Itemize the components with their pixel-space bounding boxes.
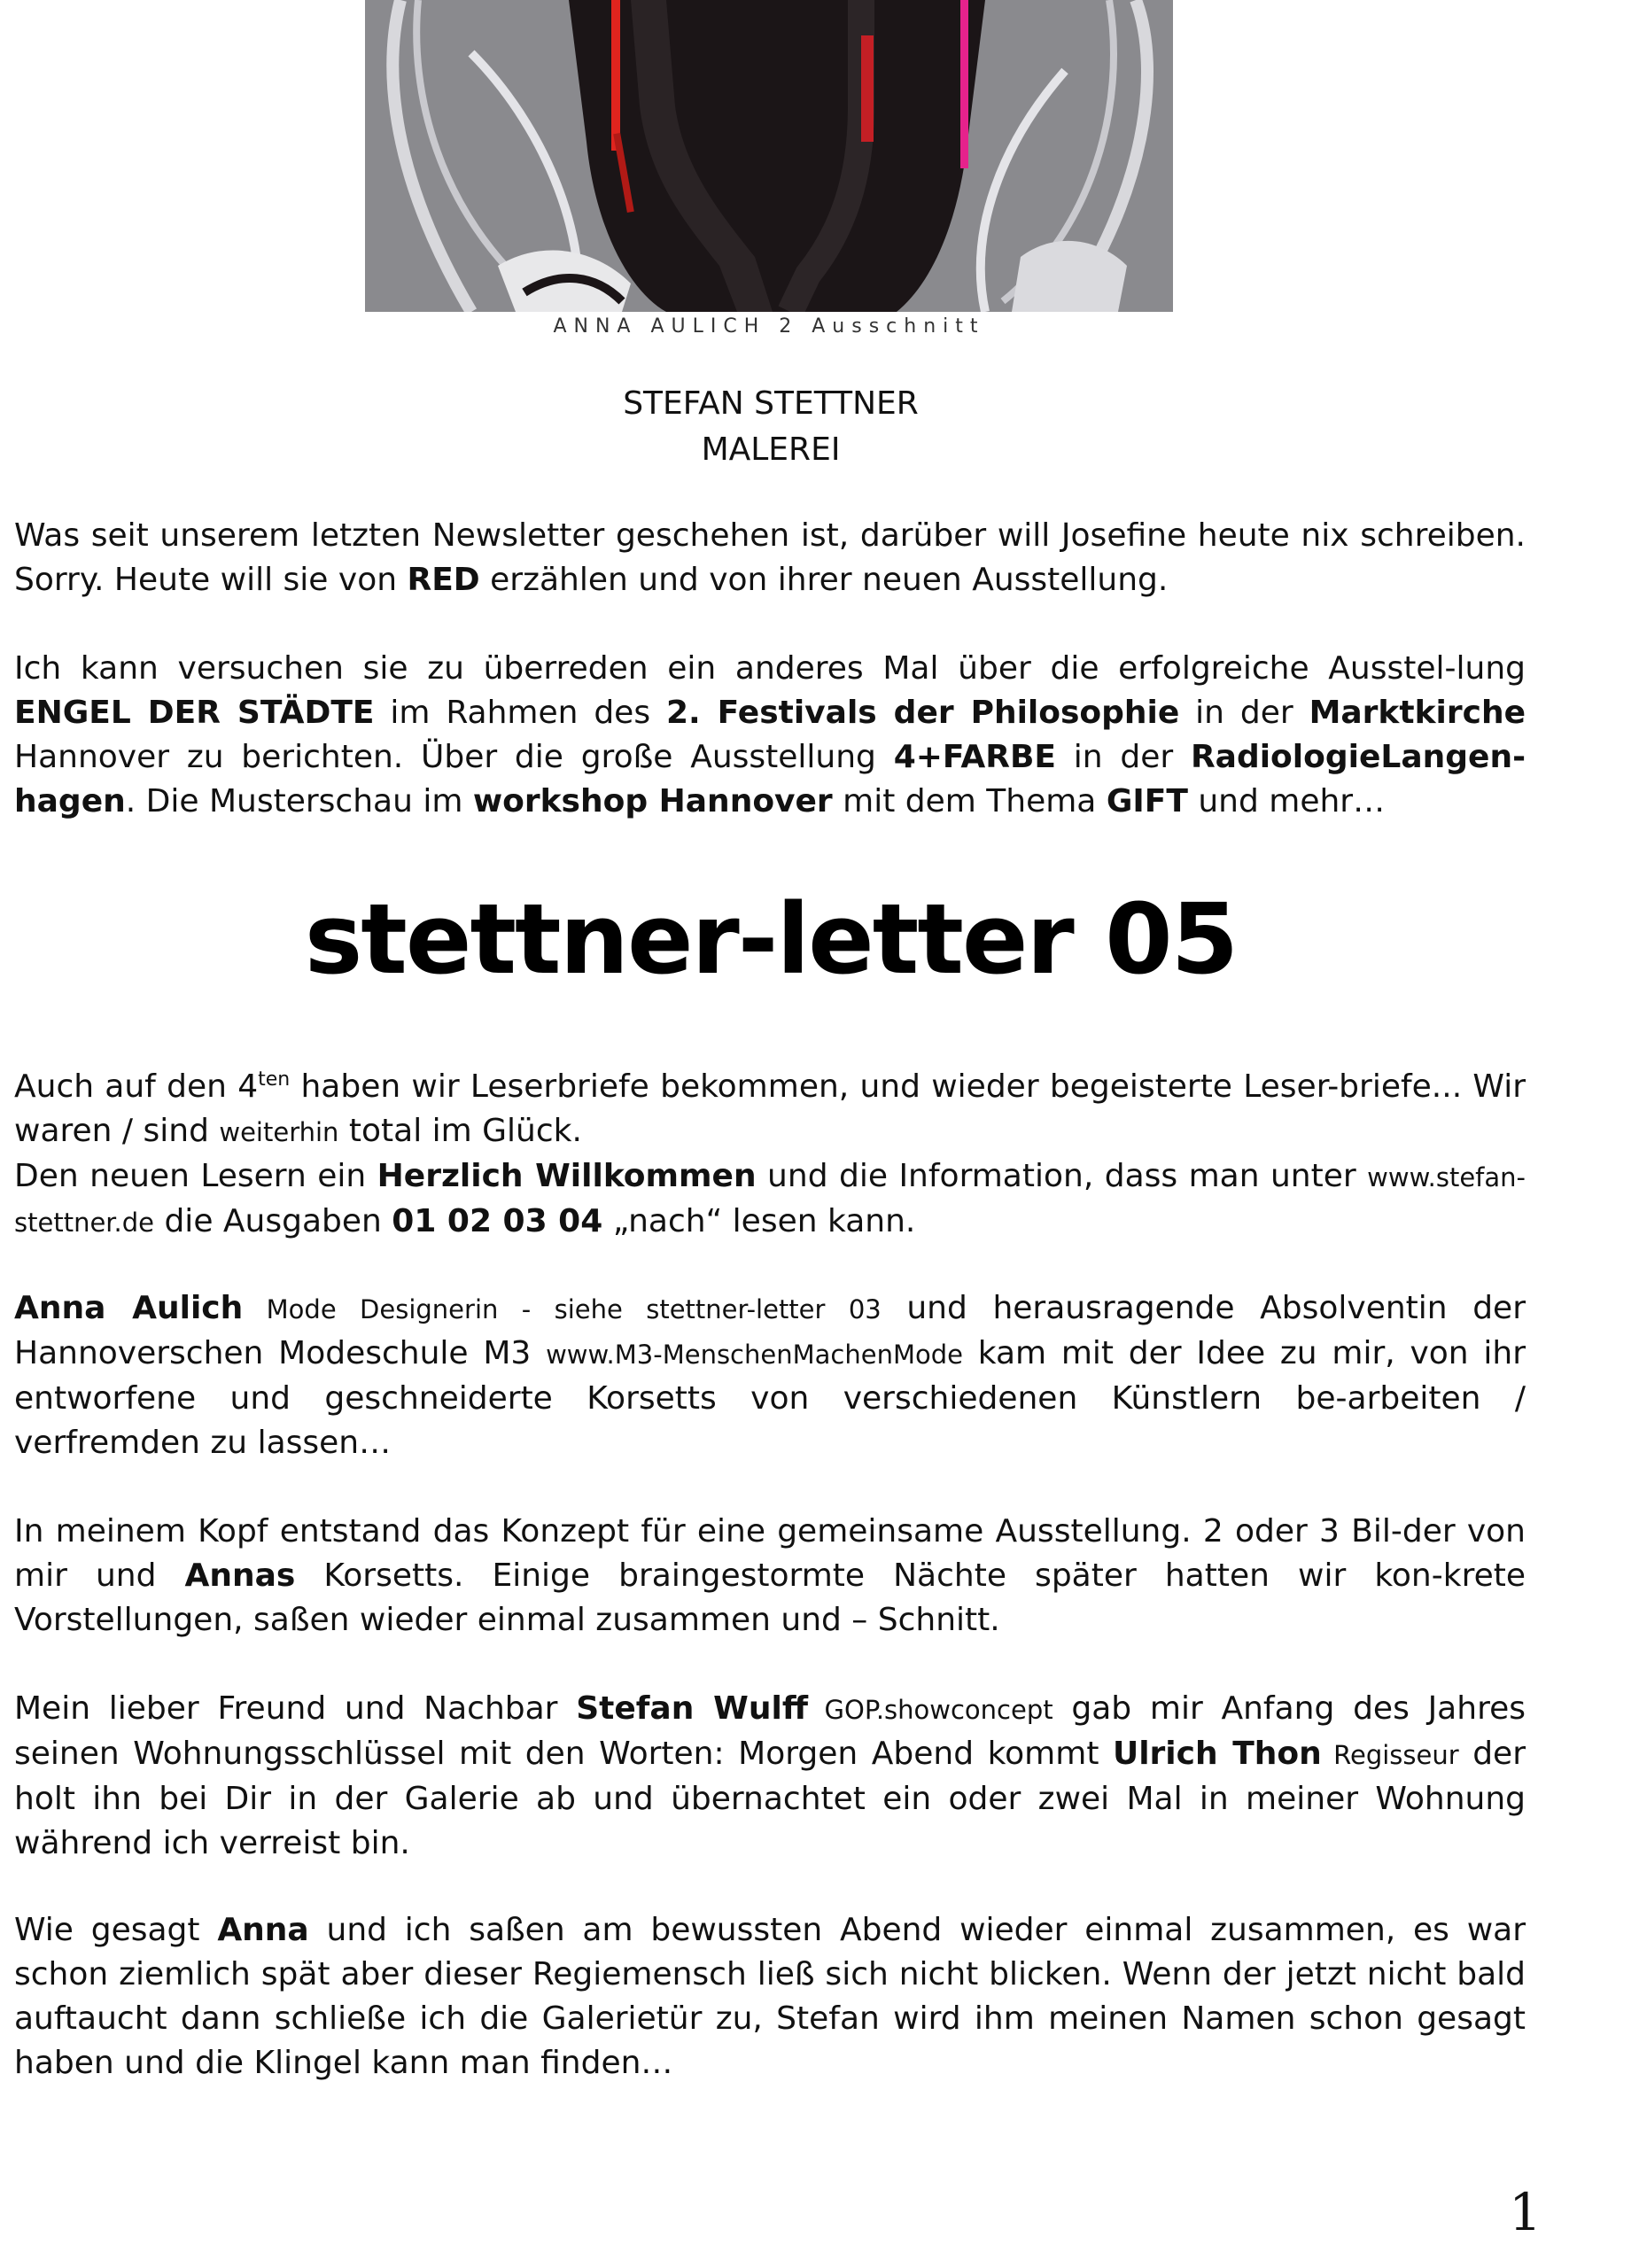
text-run: und die Information, dass man unter	[756, 1158, 1368, 1194]
artwork-caption: ANNA AULICH 2 Ausschnitt	[553, 315, 985, 338]
corset-painting	[365, 0, 1173, 312]
text-run: total im Glück.	[338, 1113, 582, 1149]
bold-run: 4+FARBE	[893, 739, 1056, 775]
text-run: In meinem Kopf entstand das Konzept für eine gemeinsame Ausstellung. 2 oder 3 Bil-der von mir und	[14, 1513, 1526, 1594]
text-run: Mein lieber Freund und Nachbar	[14, 1690, 577, 1727]
text-run: erzählen und von ihrer neuen Ausstellung.	[479, 562, 1169, 598]
body-paragraph-stefan-wulff	[14, 1687, 1526, 1866]
bold-run: 01 02 03 04	[392, 1203, 603, 1239]
text-run: und mehr…	[1187, 783, 1386, 819]
bold-run: workshop Hannover	[472, 783, 833, 819]
author-discipline: MALEREI	[701, 431, 841, 468]
bold-run: Stefan Wulff	[576, 1690, 809, 1727]
bold-run: RED	[407, 562, 480, 598]
text-run: haben wir Leserbriefe bekommen, und wieder begeisterte Leser-briefe... Wir waren / sind	[14, 1068, 1526, 1149]
small-run: Mode Designerin - siehe stettner-letter 03	[243, 1294, 882, 1324]
text-run: kam mit der Idee zu mir, von ihr entworfene und geschneiderte Korsetts von verschiedenen Künstlern be-arbeiten / verfremden zu lassen…	[14, 1335, 1526, 1461]
body-paragraph-concept	[14, 1510, 1526, 1643]
intro-paragraph-2	[14, 647, 1526, 824]
newsletter-headline: stettner-letter 05	[304, 882, 1238, 996]
small-run: Regisseur	[1321, 1740, 1459, 1770]
text-run: in der	[1055, 739, 1191, 775]
author-name: STEFAN STETTNER	[623, 385, 919, 422]
bold-run: RadiologieLangen-hagen	[14, 739, 1526, 819]
text-run: Ich kann versuchen sie zu überreden ein anderes Mal über die erfolgreiche Ausstel-lung	[14, 650, 1526, 687]
text-run: Den neuen Lesern ein	[14, 1158, 377, 1194]
text-run: in der	[1179, 695, 1309, 731]
superscript-run: ten	[258, 1068, 291, 1091]
body-paragraph-evening	[14, 1908, 1526, 2085]
text-run: „nach“ lesen kann.	[602, 1203, 916, 1239]
bold-run: 2. Festivals der Philosophie	[665, 695, 1180, 731]
text-run: der holt ihn bei Dir in der Galerie ab und übernachtet ein oder zwei Mal in meiner Wohnung während ich verreist bin.	[14, 1736, 1526, 1861]
bold-run: Ulrich Thon	[1112, 1736, 1322, 1772]
text-run: Wie gesagt	[14, 1912, 218, 1948]
text-run: mit dem Thema	[832, 783, 1107, 819]
text-run: und herausragende Absolventin der Hannoverschen Modeschule M3	[14, 1290, 1526, 1371]
artwork-image	[365, 0, 1173, 312]
text-run: Hannover zu berichten. Über die große Ausstellung	[14, 739, 894, 775]
website-link[interactable]: www.stefan-stettner.de	[14, 1162, 1526, 1238]
bold-run: GIFT	[1106, 783, 1188, 819]
text-run: Korsetts. Einige braingestormte Nächte später hatten wir kon-krete Vorstellungen, saßen wieder einmal zusammen und – Schnitt.	[14, 1557, 1526, 1638]
website-link[interactable]: www.M3-MenschenMachenMode	[546, 1340, 963, 1370]
text-run: Auch auf den 4	[14, 1068, 259, 1105]
bold-run: Marktkirche	[1309, 695, 1526, 731]
text-run: . Die Musterschau im	[125, 783, 473, 819]
text-run: im Rahmen des	[374, 695, 666, 731]
bold-run: Anna Aulich	[14, 1290, 244, 1326]
bold-run: Anna	[217, 1912, 309, 1948]
text-run: die Ausgaben	[154, 1203, 392, 1239]
text-run: Was seit unserem letzten Newsletter geschehen ist, darüber will Josefine heute nix schreiben. Sorry. Heute will sie von	[14, 517, 1526, 598]
bold-run: Annas	[184, 1557, 296, 1594]
bold-run: ENGEL DER STÄDTE	[14, 695, 375, 731]
page-number: 1	[1509, 2182, 1542, 2242]
body-paragraph-anna	[14, 1286, 1526, 1465]
text-run: und ich saßen am bewussten Abend wieder einmal zusammen, es war schon ziemlich spät aber dieser Regiemensch ließ sich nicht blicken. Wenn der jetzt nicht bald auftaucht dann schließe ich die Galerietür zu, Stefan wird ihm meinen Namen schon gesagt haben und die Klingel kann man finden…	[14, 1912, 1526, 2081]
small-run: weiterhin	[219, 1117, 339, 1147]
intro-paragraph-1	[14, 514, 1526, 602]
bold-run: Herzlich Willkommen	[377, 1158, 757, 1194]
text-run: gab mir Anfang des Jahres seinen Wohnungsschlüssel mit den Worten: Morgen Abend kommt	[14, 1690, 1526, 1772]
author-block	[0, 381, 1542, 473]
small-run: GOP.showconcept	[808, 1695, 1053, 1725]
body-paragraph-readers	[14, 1065, 1526, 1245]
